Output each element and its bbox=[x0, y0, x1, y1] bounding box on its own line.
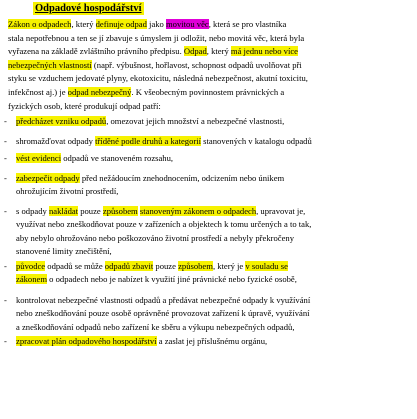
text-run: využívat nebo zneškodňovat pouze v zařízeních a objektech k tomu určených a to tak, bbox=[16, 219, 312, 230]
text-run: stala nepotřebnou a ten se jí zbavuje s úmyslem ji odložit, nebo movitá věc, která byla bbox=[8, 32, 305, 43]
text-line bbox=[16, 218, 412, 231]
text-run: ohrožujícím životní prostředí, bbox=[16, 186, 119, 197]
highlighted-text: vést evidenci bbox=[16, 153, 62, 163]
text-run: infekčnost aj.) je bbox=[8, 86, 68, 97]
text-line bbox=[8, 59, 410, 73]
text-run: (např. výbušnost, hořlavost, schopnost odpadů uvolňovat při bbox=[91, 59, 302, 70]
text-run: aby nebylo ohrožováno nebo poškozováno životní prostředí a nebyly překročeny bbox=[16, 232, 295, 243]
highlighted-text: tříděné podle druhů a kategorií bbox=[95, 136, 202, 146]
highlighted-text: předcházet vzniku odpadů bbox=[16, 116, 107, 126]
text-line bbox=[16, 307, 412, 320]
bullet-dash: - bbox=[4, 206, 7, 216]
highlighted-text: v souladu se bbox=[245, 261, 288, 271]
text-line bbox=[16, 273, 412, 286]
text-line bbox=[8, 100, 410, 114]
highlighted-text: původce bbox=[16, 261, 46, 271]
text-run: styku se vzduchem jedovaté plyny, ekotoxicitu, následná nebezpečnost, akutní toxicitu, bbox=[8, 73, 308, 84]
text-line bbox=[16, 232, 412, 245]
text-line bbox=[16, 205, 412, 218]
text-line bbox=[8, 18, 410, 32]
text-line bbox=[16, 115, 412, 128]
text-run: , který bbox=[206, 46, 231, 57]
text-line bbox=[16, 335, 412, 348]
list-item-text bbox=[16, 115, 412, 128]
text-line bbox=[16, 185, 412, 198]
text-run: před nežádoucím znehodnocením, odcizením nebo únikem bbox=[79, 173, 285, 183]
text-line bbox=[16, 152, 412, 165]
text-run: shromažďovat odpady bbox=[16, 136, 96, 146]
magenta-highlighted-text: movitou věc bbox=[166, 19, 209, 29]
text-run: a zaslat jej příslušnému orgánu, bbox=[156, 336, 268, 346]
highlighted-text: odpad nebezpečný bbox=[67, 86, 132, 97]
list-item-text bbox=[16, 260, 412, 287]
highlighted-text: nakládat bbox=[48, 206, 79, 216]
bullet-dash: - bbox=[4, 336, 7, 346]
text-line bbox=[8, 86, 410, 100]
text-run: odpadů ve stanoveném rozsahu, bbox=[61, 153, 174, 163]
intro-paragraph bbox=[8, 18, 410, 113]
text-line bbox=[16, 260, 412, 273]
text-run: jako bbox=[146, 19, 166, 29]
text-line bbox=[16, 245, 412, 258]
highlighted-text: odpadů zbavit bbox=[104, 261, 154, 271]
bullet-dash: - bbox=[4, 295, 7, 305]
highlighted-text: způsobem bbox=[102, 206, 138, 216]
highlighted-text: Odpad bbox=[183, 46, 207, 57]
bullet-dash: - bbox=[4, 173, 7, 183]
text-run: , omezovat jejich množství a nebezpečné vlastnosti, bbox=[106, 116, 285, 126]
text-run: , která se pro vlastníka bbox=[208, 19, 287, 29]
text-run: , který je bbox=[212, 261, 246, 271]
bullet-dash: - bbox=[4, 116, 7, 126]
text-run: , který bbox=[71, 19, 96, 29]
text-line bbox=[8, 72, 410, 86]
list-item-text bbox=[16, 205, 412, 259]
text-line bbox=[8, 45, 410, 59]
text-run: fyzických osob, které produkují odpad patří: bbox=[8, 100, 161, 111]
text-run: a zneškodňování odpadů nebo zařízení ke sběru a výkupu nebezpečných odpadů, bbox=[16, 321, 295, 332]
highlighted-text: zpracovat plán odpadového hospodářství bbox=[16, 336, 157, 346]
highlighted-text: má jednu nebo více bbox=[230, 46, 298, 57]
bullet-dash: - bbox=[4, 153, 7, 163]
text-run: odpadů se může bbox=[45, 261, 105, 271]
text-run: vyřazena na základě zvláštního právního předpisu. bbox=[8, 46, 184, 57]
list-item-text bbox=[16, 335, 412, 348]
text-run: . K všeobecným povinnostem právnických a bbox=[131, 86, 285, 97]
list-item-text bbox=[16, 152, 412, 165]
text-run: stanovené limity znečištění, bbox=[16, 246, 112, 257]
text-run: o odpadech nebo je nabízet k využití jiné právnické nebo fyzické osobě, bbox=[47, 274, 297, 285]
text-line bbox=[16, 321, 412, 334]
text-run: , upravovat je, bbox=[256, 206, 306, 216]
text-run: pouze bbox=[78, 206, 103, 216]
highlighted-text: zákonem bbox=[16, 274, 48, 285]
text-run: pouze bbox=[153, 261, 179, 271]
highlighted-text: Zákon o odpadech bbox=[8, 19, 72, 29]
text-run: kontrolovat nebezpečné vlastnosti odpadů a předávat nebezpečné odpady k využívání bbox=[16, 295, 311, 305]
highlighted-text: zabezpečit odpady bbox=[16, 173, 80, 183]
highlighted-text: stanoveným zákonem o odpadech bbox=[139, 206, 257, 216]
text-line bbox=[16, 172, 412, 185]
text-run: s odpady bbox=[16, 206, 49, 216]
document-title: Odpadové hospodářství bbox=[35, 3, 142, 14]
highlighted-text: nebezpečných vlastností bbox=[8, 59, 92, 70]
list-item-text bbox=[16, 172, 412, 199]
list-item-text bbox=[16, 135, 412, 148]
bullet-dash: - bbox=[4, 136, 7, 146]
text-line bbox=[16, 294, 412, 307]
bullet-dash: - bbox=[4, 261, 7, 271]
highlighted-text: způsobem bbox=[178, 261, 213, 271]
list-item-text bbox=[16, 294, 412, 334]
highlighted-text: definuje odpad bbox=[95, 19, 147, 29]
text-line bbox=[8, 32, 410, 46]
text-line bbox=[16, 135, 412, 148]
text-run: stanovených v katalogu odpadů bbox=[201, 136, 312, 146]
text-run: nebo zneškodňování pouze osobě oprávněné provozovat zařízení k úpravě, využívání bbox=[16, 308, 310, 319]
